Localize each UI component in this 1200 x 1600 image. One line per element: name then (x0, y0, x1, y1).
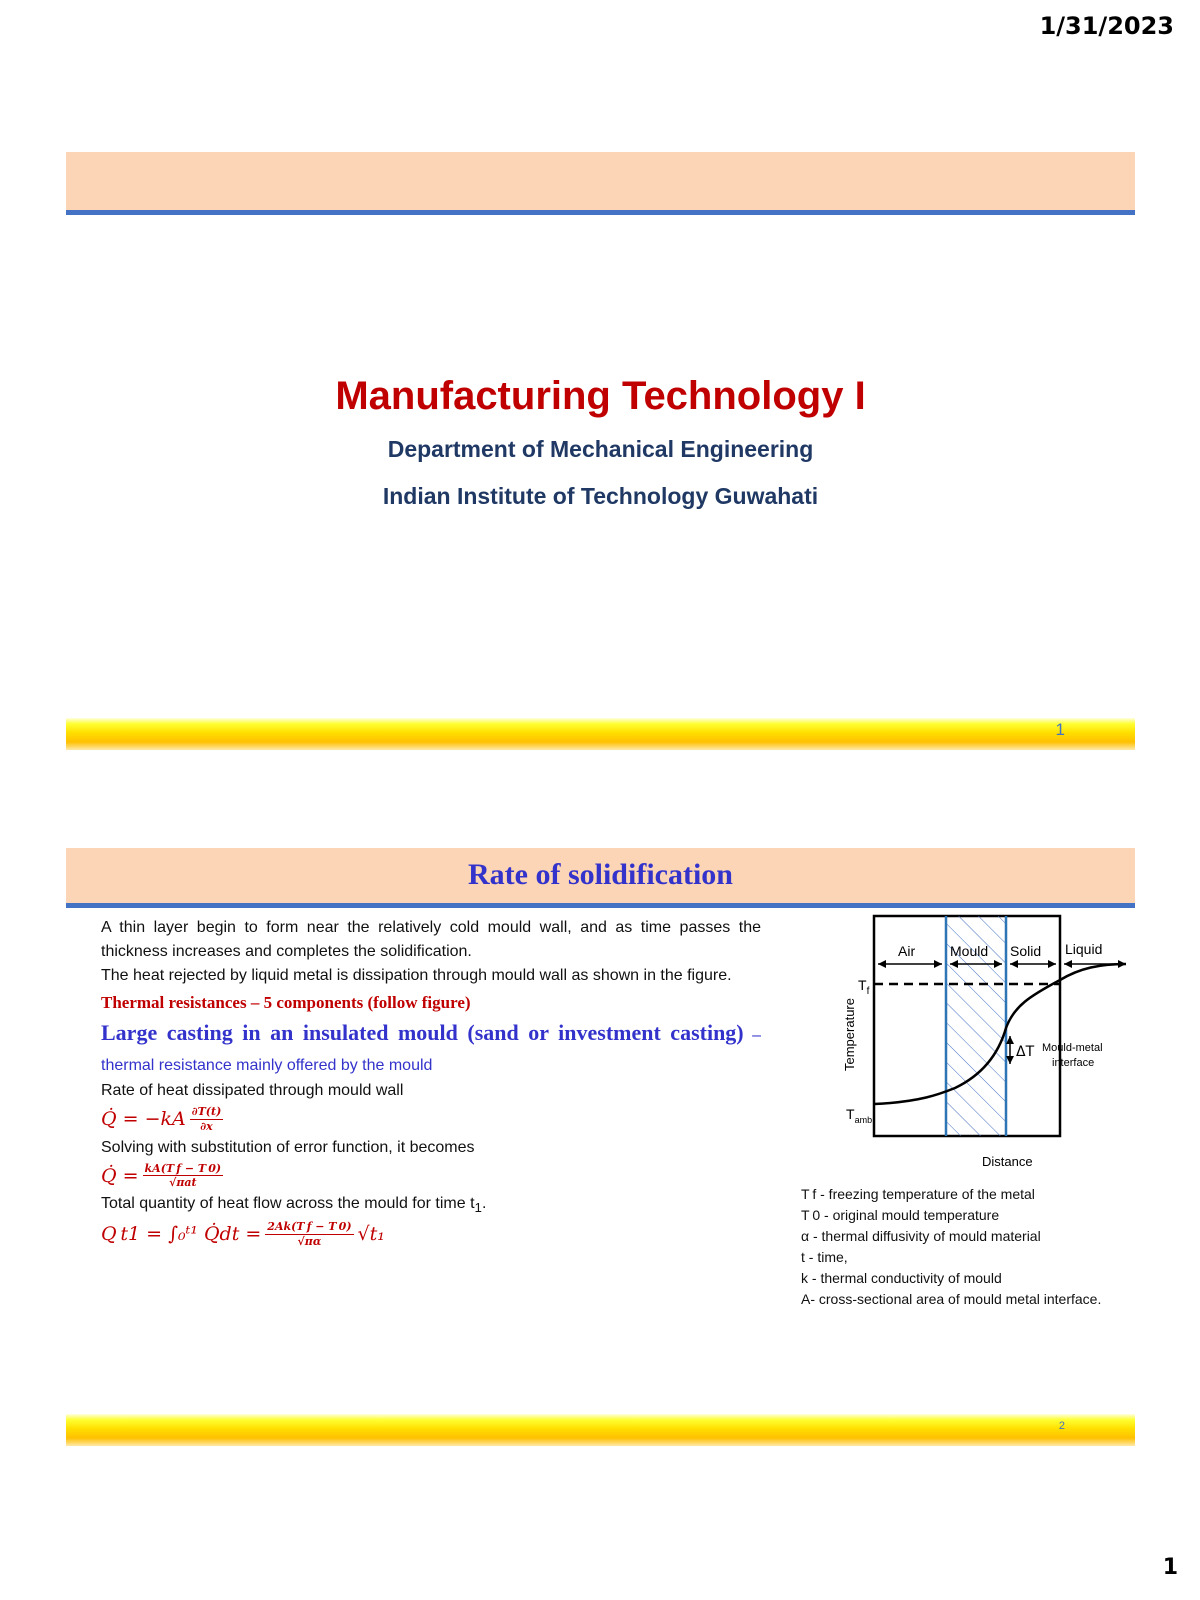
zone-mould: Mould (950, 943, 989, 959)
department-name: Department of Mechanical Engineering (387, 436, 814, 462)
thermal-resistances-heading: Thermal resistances – 5 components (follow figure) (101, 993, 471, 1012)
eq2-lhs: Q̇ = (101, 1164, 139, 1187)
page-number: 1 (1162, 1555, 1178, 1580)
eq2-den: √πat (169, 1176, 197, 1190)
tf-label (858, 977, 870, 997)
interface-label-1: Mould-metal (1042, 1042, 1103, 1054)
slide-2-footer-band (66, 1414, 1135, 1446)
y-axis-label: Temperature (842, 998, 857, 1071)
total-text-sub: 1 (474, 1200, 482, 1216)
legend-item: T f - freezing temperature of the metal (801, 1186, 1035, 1202)
tamb-label-main: T (846, 1106, 855, 1122)
large-casting-text: Large casting in an insulated mould (sand or investment casting) (101, 1019, 744, 1045)
slide-1-number: 1 (1055, 720, 1065, 739)
equation-1 (101, 1105, 761, 1134)
tamb-label-sub: amb (854, 1115, 873, 1125)
large-casting-note: – thermal resistance mainly offered by the mould (101, 1026, 762, 1075)
legend-item: k - thermal conductivity of mould (801, 1270, 1002, 1286)
total-text: Total quantity of heat flow across the mould for time $t_1$. (101, 1195, 487, 1216)
legend-item: A- cross-sectional area of mould metal interface. (801, 1291, 1102, 1307)
eq3-lhs: Q t1 = ∫₀ᵗ¹ Q̇dt = (101, 1223, 262, 1246)
legend-item: α - thermal diffusivity of mould material (801, 1228, 1041, 1244)
slide-2 (66, 848, 1135, 1460)
tf-label-main: T (858, 977, 867, 993)
paragraph-heat-rejected: The heat rejected by liquid metal is dissipation through mould wall as shown in the figure. (101, 967, 732, 984)
zone-air: Air (898, 943, 916, 959)
eq1-den: ∂x (200, 1119, 213, 1133)
eq1-num: ∂T(t) (191, 1105, 222, 1119)
slide-2-title: Rate of solidification (468, 858, 733, 891)
interface-label-2: interface (1052, 1057, 1095, 1069)
tamb-label (846, 1106, 872, 1125)
eq3-tail: √t₁ (357, 1223, 385, 1246)
eq3-num: 2Ak(T f − T 0) (267, 1220, 352, 1234)
slide-1-footer-band (66, 718, 1135, 750)
symbol-legend (801, 1184, 1141, 1310)
rate-text: Rate of heat dissipated through mould wall (101, 1082, 404, 1100)
slide-1 (66, 152, 1135, 752)
eq3-fraction (265, 1220, 353, 1249)
x-axis-label: Distance (982, 1154, 1033, 1169)
eq1-fraction (190, 1105, 224, 1134)
eq2-num: kA(T f − T 0) (144, 1161, 222, 1175)
temperature-distance-figure (770, 906, 1140, 1176)
zone-solid: Solid (1010, 943, 1042, 959)
solving-text: Solving with substitution of error function, it becomes (101, 1138, 475, 1156)
eq3-den: √πα (297, 1235, 322, 1249)
eq1-lhs: Q̇ = −kA (101, 1108, 186, 1131)
zone-liquid: Liquid (1065, 941, 1103, 957)
institute-name: Indian Institute of Technology Guwahati (382, 483, 819, 509)
course-title: Manufacturing Technology I (335, 374, 866, 418)
print-date: 1/31/2023 (1039, 12, 1174, 40)
equation-3 (101, 1220, 761, 1249)
slide-1-header-band (66, 152, 1135, 215)
slide-2-number: 2 (1058, 1420, 1065, 1432)
paragraph-thin-layer: A thin layer begin to form near the relatively cold mould wall, and as time passes the thickness increases and completes the solidification. (101, 919, 761, 960)
large-casting-heading (101, 1018, 761, 1080)
delta-t-label: ΔT (1016, 1044, 1035, 1060)
eq2-fraction (143, 1162, 224, 1191)
equation-2 (101, 1162, 761, 1191)
total-text-main: Total quantity of heat flow across the mould for time t (101, 1195, 475, 1213)
legend-item: t - time, (801, 1249, 848, 1265)
tf-label-sub: f (866, 986, 870, 997)
slide-2-body (101, 916, 761, 1251)
legend-item: T 0 - original mould temperature (801, 1207, 1000, 1223)
